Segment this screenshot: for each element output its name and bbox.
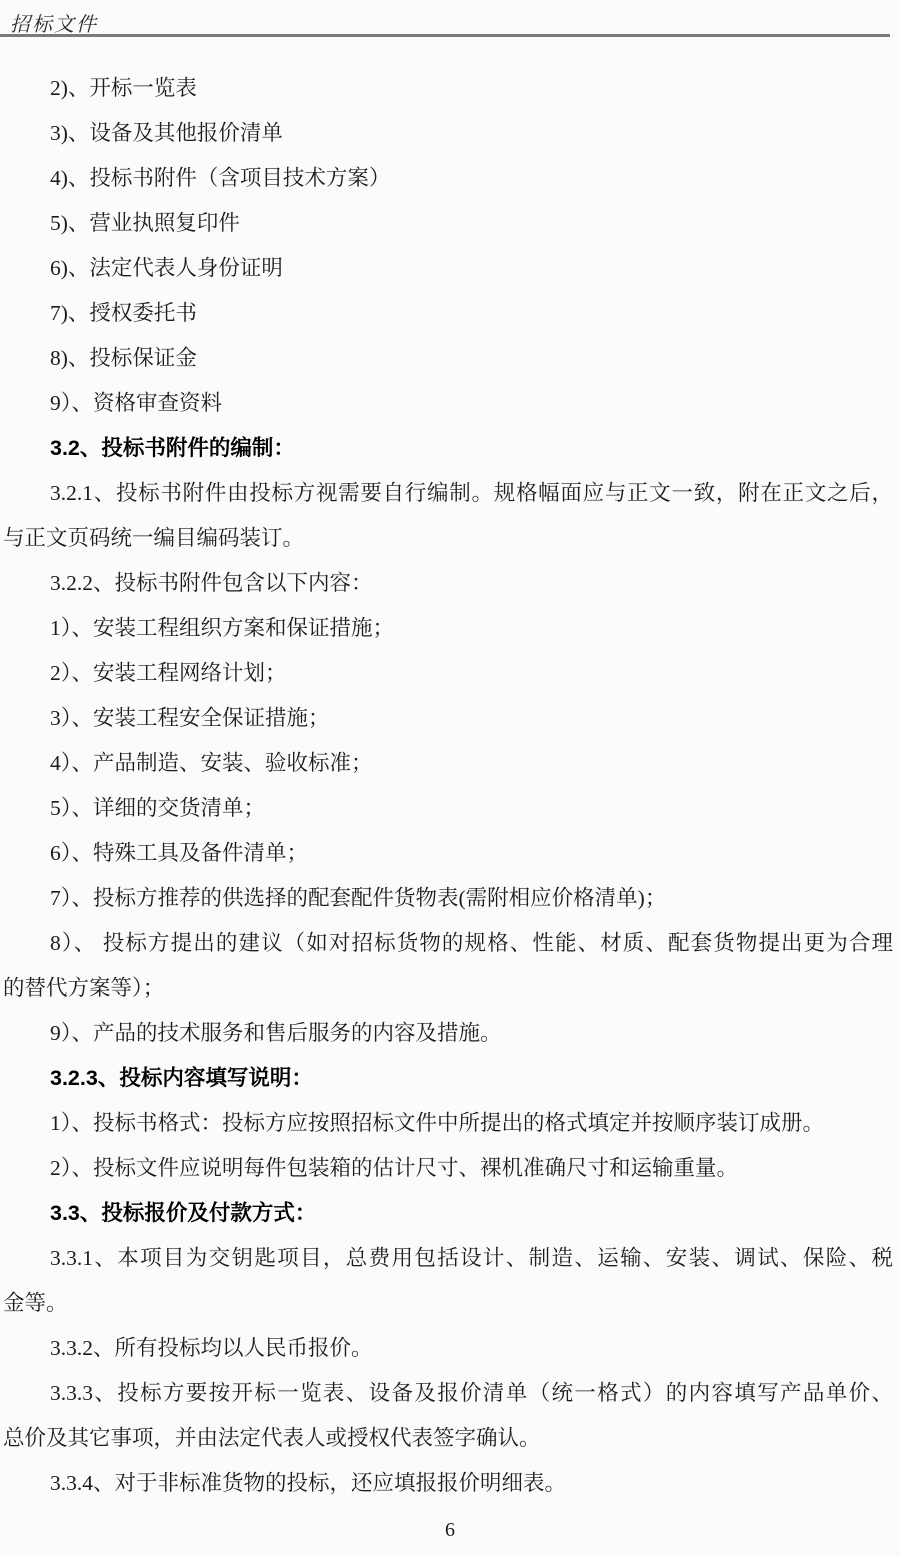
text-line-32: 3.3.4、对于非标准货物的投标，还应填报报价明细表。 bbox=[50, 1471, 567, 1495]
text-line-19: 7）、投标方推荐的供选择的配套配件货物表(需附相应价格清单)； bbox=[50, 886, 667, 910]
text-line-28: 金等。 bbox=[3, 1291, 68, 1315]
text-line-14: 2）、安装工程网络计划； bbox=[50, 661, 287, 685]
text-line-13: 1）、安装工程组织方案和保证措施； bbox=[50, 616, 395, 640]
text-line-1: 2)、开标一览表 bbox=[50, 76, 197, 100]
text-line-12: 3.2.2、投标书附件包含以下内容： bbox=[50, 571, 373, 595]
text-line-24: 1）、投标书格式：投标方应按照招标文件中所提出的格式填定并按顺序装订成册。 bbox=[50, 1111, 825, 1135]
text-line-30: 3.3.3、投标方要按开标一览表、设备及报价清单（统一格式）的内容填写产品单价、 bbox=[50, 1381, 893, 1405]
text-line-9: 3.2、投标书附件的编制： bbox=[50, 436, 295, 460]
document-body bbox=[0, 37, 900, 1506]
text-line-2: 3)、设备及其他报价清单 bbox=[50, 121, 283, 145]
text-line-20: 8）、 投标方提出的建议（如对招标货物的规格、性能、材质、配套货物提出更为合理 bbox=[50, 931, 893, 955]
text-line-8: 9）、资格审查资料 bbox=[50, 391, 223, 415]
text-line-6: 7)、授权委托书 bbox=[50, 301, 197, 325]
text-line-27: 3.3.1、本项目为交钥匙项目，总费用包括设计、制造、运输、安装、调试、保险、税 bbox=[50, 1246, 893, 1270]
text-line-11: 与正文页码统一编目编码装订。 bbox=[3, 526, 305, 550]
text-line-5: 6)、法定代表人身份证明 bbox=[50, 256, 283, 280]
text-line-3: 4)、投标书附件（含项目技术方案） bbox=[50, 166, 391, 190]
text-line-21: 的替代方案等）； bbox=[3, 976, 165, 1000]
text-line-22: 9）、产品的技术服务和售后服务的内容及措施。 bbox=[50, 1021, 502, 1045]
page-header-title: 招标文件 bbox=[10, 14, 98, 36]
text-line-31: 总价及其它事项，并由法定代表人或授权代表签字确认。 bbox=[3, 1426, 541, 1450]
text-line-29: 3.3.2、所有投标均以人民币报价。 bbox=[50, 1336, 373, 1360]
page-number: 6 bbox=[445, 1519, 455, 1541]
text-line-23: 3.2.3、投标内容填写说明： bbox=[50, 1066, 313, 1090]
text-line-18: 6）、特殊工具及备件清单； bbox=[50, 841, 309, 865]
text-line-17: 5）、详细的交货清单； bbox=[50, 796, 266, 820]
text-line-15: 3）、安装工程安全保证措施； bbox=[50, 706, 330, 730]
text-line-26: 3.3、投标报价及付款方式： bbox=[50, 1201, 317, 1225]
text-line-4: 5)、营业执照复印件 bbox=[50, 211, 240, 235]
text-line-16: 4）、产品制造、安装、验收标准； bbox=[50, 751, 373, 775]
text-line-10: 3.2.1、投标书附件由投标方视需要自行编制。规格幅面应与正文一致，附在正文之后， bbox=[50, 481, 893, 505]
text-line-25: 2）、投标文件应说明每件包装箱的估计尺寸、裸机准确尺寸和运输重量。 bbox=[50, 1156, 739, 1180]
text-line-7: 8)、投标保证金 bbox=[50, 346, 197, 370]
